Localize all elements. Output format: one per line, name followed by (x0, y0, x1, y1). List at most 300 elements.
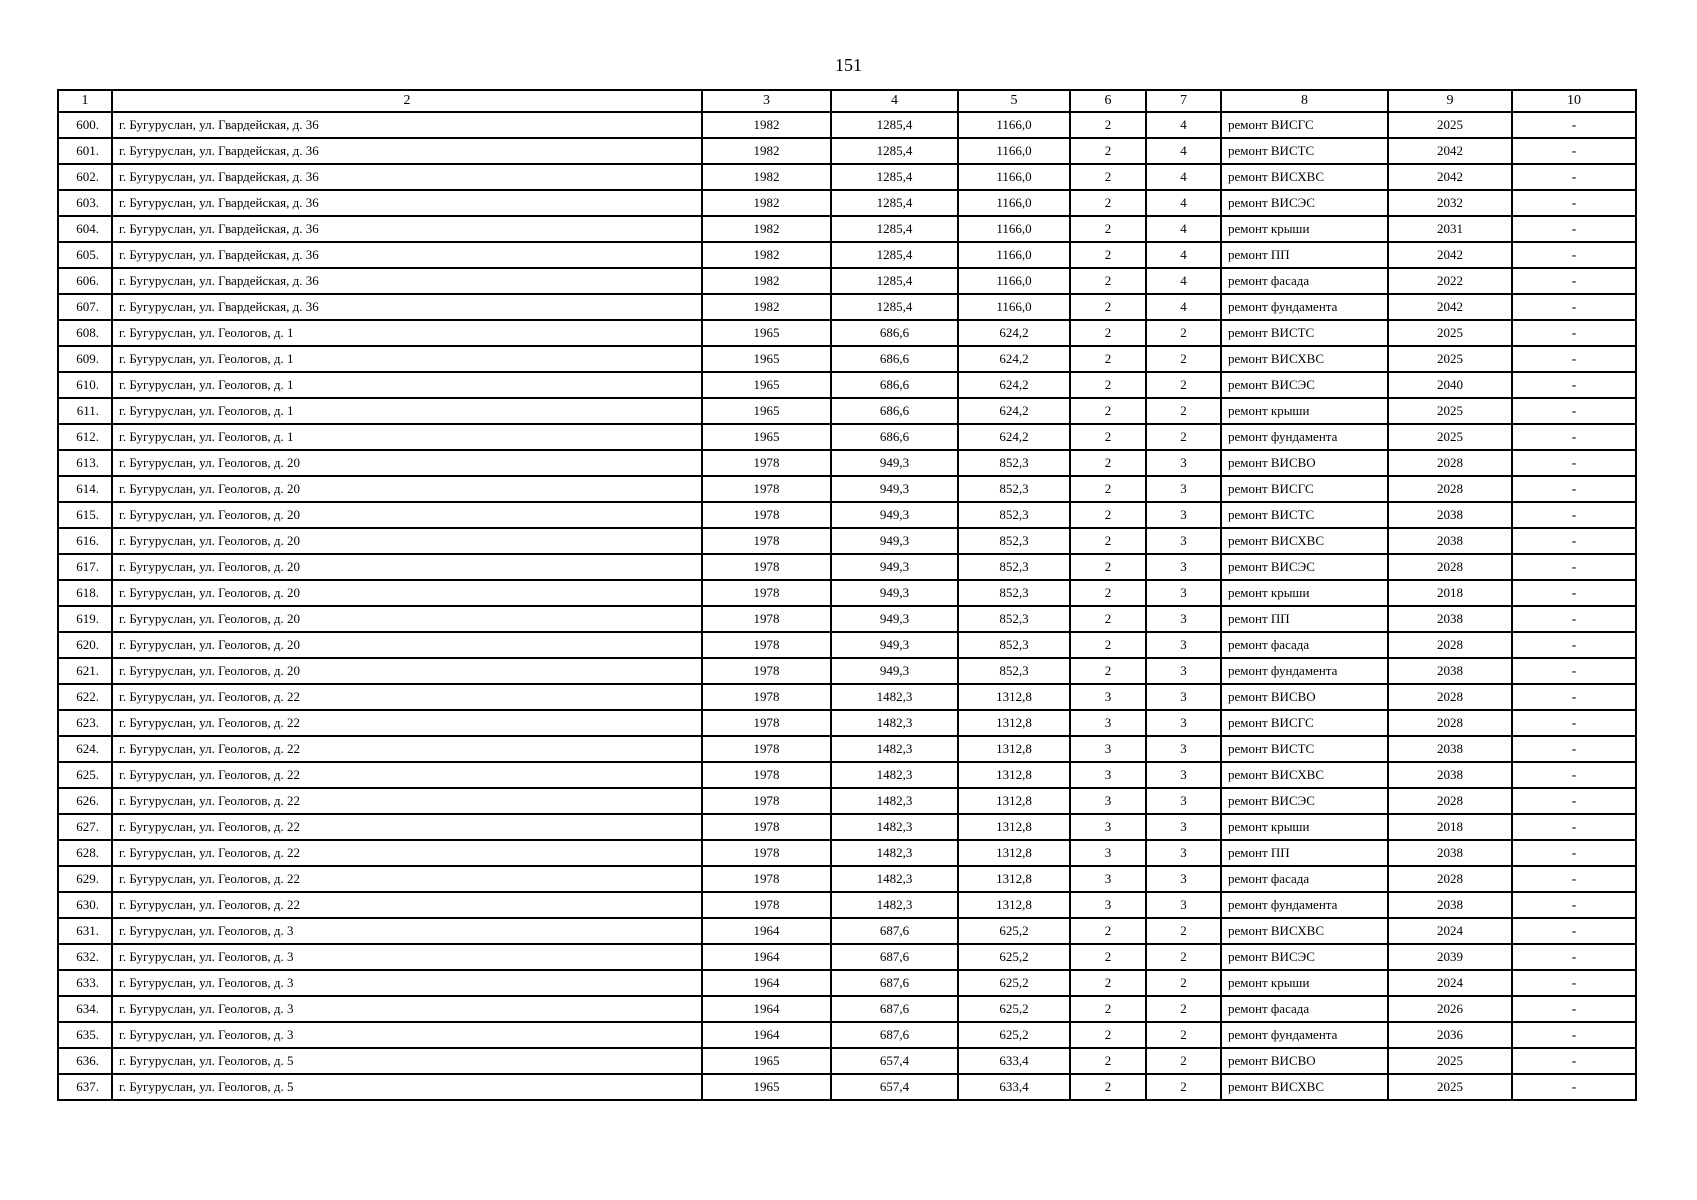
work-type-cell: ремонт ПП (1221, 606, 1388, 632)
entrances-cell: 2 (1070, 398, 1146, 424)
living-area-cell: 1312,8 (958, 788, 1070, 814)
note-cell: - (1512, 918, 1636, 944)
address-cell: г. Бугуруслан, ул. Гвардейская, д. 36 (112, 294, 702, 320)
table-row (58, 554, 1636, 580)
total-area-cell: 657,4 (831, 1074, 958, 1100)
work-type-cell: ремонт ПП (1221, 840, 1388, 866)
entrances-cell: 2 (1070, 580, 1146, 606)
entrances-cell: 2 (1070, 1048, 1146, 1074)
work-type-cell: ремонт ВИСХВС (1221, 1074, 1388, 1100)
row-number-cell: 632. (58, 944, 112, 970)
floors-cell: 3 (1146, 866, 1221, 892)
address-cell: г. Бугуруслан, ул. Гвардейская, д. 36 (112, 190, 702, 216)
table-row (58, 580, 1636, 606)
plan-year-cell: 2025 (1388, 398, 1512, 424)
build-year-cell: 1978 (702, 736, 831, 762)
build-year-cell: 1982 (702, 242, 831, 268)
address-cell: г. Бугуруслан, ул. Геологов, д. 20 (112, 606, 702, 632)
row-number-cell: 614. (58, 476, 112, 502)
living-area-cell: 1312,8 (958, 736, 1070, 762)
total-area-cell: 949,3 (831, 580, 958, 606)
build-year-cell: 1965 (702, 346, 831, 372)
row-number-cell: 608. (58, 320, 112, 346)
address-cell: г. Бугуруслан, ул. Геологов, д. 3 (112, 944, 702, 970)
plan-year-cell: 2038 (1388, 502, 1512, 528)
floors-cell: 3 (1146, 502, 1221, 528)
work-type-cell: ремонт ВИСЭС (1221, 190, 1388, 216)
living-area-cell: 624,2 (958, 346, 1070, 372)
total-area-cell: 1482,3 (831, 736, 958, 762)
total-area-cell: 687,6 (831, 918, 958, 944)
entrances-cell: 2 (1070, 268, 1146, 294)
address-cell: г. Бугуруслан, ул. Геологов, д. 22 (112, 866, 702, 892)
address-cell: г. Бугуруслан, ул. Геологов, д. 3 (112, 1022, 702, 1048)
floors-cell: 3 (1146, 762, 1221, 788)
floors-cell: 3 (1146, 892, 1221, 918)
note-cell: - (1512, 892, 1636, 918)
work-type-cell: ремонт ВИСТС (1221, 320, 1388, 346)
row-number-cell: 631. (58, 918, 112, 944)
row-number-cell: 613. (58, 450, 112, 476)
plan-year-cell: 2028 (1388, 632, 1512, 658)
table-row (58, 762, 1636, 788)
row-number-cell: 600. (58, 112, 112, 138)
plan-year-cell: 2025 (1388, 346, 1512, 372)
floors-cell: 2 (1146, 970, 1221, 996)
living-area-cell: 1166,0 (958, 164, 1070, 190)
build-year-cell: 1978 (702, 710, 831, 736)
note-cell: - (1512, 996, 1636, 1022)
address-cell: г. Бугуруслан, ул. Геологов, д. 22 (112, 736, 702, 762)
table-row (58, 788, 1636, 814)
row-number-cell: 607. (58, 294, 112, 320)
address-cell: г. Бугуруслан, ул. Геологов, д. 5 (112, 1048, 702, 1074)
build-year-cell: 1978 (702, 684, 831, 710)
living-area-cell: 852,3 (958, 554, 1070, 580)
living-area-cell: 852,3 (958, 580, 1070, 606)
living-area-cell: 1166,0 (958, 294, 1070, 320)
note-cell: - (1512, 242, 1636, 268)
plan-year-cell: 2025 (1388, 1074, 1512, 1100)
address-cell: г. Бугуруслан, ул. Геологов, д. 1 (112, 424, 702, 450)
table-row (58, 424, 1636, 450)
row-number-cell: 630. (58, 892, 112, 918)
note-cell: - (1512, 970, 1636, 996)
living-area-cell: 852,3 (958, 476, 1070, 502)
total-area-cell: 687,6 (831, 1022, 958, 1048)
table-row (58, 164, 1636, 190)
entrances-cell: 2 (1070, 528, 1146, 554)
living-area-cell: 624,2 (958, 320, 1070, 346)
build-year-cell: 1982 (702, 112, 831, 138)
floors-cell: 4 (1146, 190, 1221, 216)
work-type-cell: ремонт ВИСГС (1221, 710, 1388, 736)
address-cell: г. Бугуруслан, ул. Геологов, д. 20 (112, 528, 702, 554)
work-type-cell: ремонт крыши (1221, 398, 1388, 424)
table-row (58, 606, 1636, 632)
table-row (58, 970, 1636, 996)
total-area-cell: 686,6 (831, 398, 958, 424)
floors-cell: 2 (1146, 398, 1221, 424)
row-number-cell: 605. (58, 242, 112, 268)
table-row (58, 710, 1636, 736)
table-row (58, 736, 1636, 762)
build-year-cell: 1964 (702, 944, 831, 970)
note-cell: - (1512, 528, 1636, 554)
build-year-cell: 1978 (702, 866, 831, 892)
plan-year-cell: 2018 (1388, 580, 1512, 606)
living-area-cell: 1312,8 (958, 762, 1070, 788)
row-number-cell: 619. (58, 606, 112, 632)
work-type-cell: ремонт крыши (1221, 814, 1388, 840)
total-area-cell: 949,3 (831, 606, 958, 632)
row-number-cell: 635. (58, 1022, 112, 1048)
build-year-cell: 1965 (702, 398, 831, 424)
address-cell: г. Бугуруслан, ул. Геологов, д. 20 (112, 502, 702, 528)
build-year-cell: 1978 (702, 632, 831, 658)
table-row (58, 1048, 1636, 1074)
plan-year-cell: 2025 (1388, 112, 1512, 138)
column-header: 6 (1070, 90, 1146, 112)
work-type-cell: ремонт ВИСХВС (1221, 762, 1388, 788)
build-year-cell: 1964 (702, 996, 831, 1022)
floors-cell: 3 (1146, 658, 1221, 684)
work-type-cell: ремонт ПП (1221, 242, 1388, 268)
table-row (58, 944, 1636, 970)
table-row (58, 476, 1636, 502)
note-cell: - (1512, 736, 1636, 762)
table-row (58, 840, 1636, 866)
floors-cell: 4 (1146, 294, 1221, 320)
row-number-cell: 622. (58, 684, 112, 710)
build-year-cell: 1965 (702, 1048, 831, 1074)
entrances-cell: 2 (1070, 606, 1146, 632)
table-row (58, 346, 1636, 372)
row-number-cell: 634. (58, 996, 112, 1022)
living-area-cell: 1166,0 (958, 190, 1070, 216)
entrances-cell: 2 (1070, 138, 1146, 164)
total-area-cell: 1482,3 (831, 840, 958, 866)
table-row (58, 918, 1636, 944)
entrances-cell: 2 (1070, 346, 1146, 372)
work-type-cell: ремонт ВИСХВС (1221, 918, 1388, 944)
living-area-cell: 1312,8 (958, 710, 1070, 736)
table-row (58, 814, 1636, 840)
table-row (58, 892, 1636, 918)
table-row (58, 190, 1636, 216)
floors-cell: 3 (1146, 632, 1221, 658)
row-number-cell: 624. (58, 736, 112, 762)
plan-year-cell: 2022 (1388, 268, 1512, 294)
note-cell: - (1512, 372, 1636, 398)
work-type-cell: ремонт ВИСВО (1221, 684, 1388, 710)
work-type-cell: ремонт ВИСХВС (1221, 528, 1388, 554)
entrances-cell: 2 (1070, 164, 1146, 190)
column-header: 2 (112, 90, 702, 112)
floors-cell: 2 (1146, 1022, 1221, 1048)
plan-year-cell: 2024 (1388, 918, 1512, 944)
build-year-cell: 1964 (702, 918, 831, 944)
note-cell: - (1512, 606, 1636, 632)
build-year-cell: 1982 (702, 190, 831, 216)
entrances-cell: 3 (1070, 710, 1146, 736)
build-year-cell: 1978 (702, 788, 831, 814)
row-number-cell: 617. (58, 554, 112, 580)
work-type-cell: ремонт фундамента (1221, 294, 1388, 320)
row-number-cell: 612. (58, 424, 112, 450)
note-cell: - (1512, 580, 1636, 606)
build-year-cell: 1978 (702, 762, 831, 788)
build-year-cell: 1982 (702, 138, 831, 164)
row-number-cell: 609. (58, 346, 112, 372)
table-row (58, 112, 1636, 138)
build-year-cell: 1965 (702, 424, 831, 450)
table-row (58, 996, 1636, 1022)
floors-cell: 2 (1146, 424, 1221, 450)
note-cell: - (1512, 840, 1636, 866)
floors-cell: 4 (1146, 112, 1221, 138)
address-cell: г. Бугуруслан, ул. Гвардейская, д. 36 (112, 242, 702, 268)
work-type-cell: ремонт крыши (1221, 216, 1388, 242)
table-row (58, 450, 1636, 476)
row-number-cell: 618. (58, 580, 112, 606)
note-cell: - (1512, 658, 1636, 684)
plan-year-cell: 2024 (1388, 970, 1512, 996)
build-year-cell: 1978 (702, 892, 831, 918)
table-row (58, 138, 1636, 164)
row-number-cell: 633. (58, 970, 112, 996)
column-header: 1 (58, 90, 112, 112)
floors-cell: 3 (1146, 710, 1221, 736)
table-row (58, 658, 1636, 684)
row-number-cell: 623. (58, 710, 112, 736)
entrances-cell: 2 (1070, 476, 1146, 502)
entrances-cell: 3 (1070, 892, 1146, 918)
build-year-cell: 1965 (702, 372, 831, 398)
table-row (58, 216, 1636, 242)
note-cell: - (1512, 814, 1636, 840)
entrances-cell: 2 (1070, 190, 1146, 216)
floors-cell: 4 (1146, 242, 1221, 268)
note-cell: - (1512, 788, 1636, 814)
floors-cell: 2 (1146, 320, 1221, 346)
note-cell: - (1512, 476, 1636, 502)
work-type-cell: ремонт фундамента (1221, 892, 1388, 918)
floors-cell: 3 (1146, 476, 1221, 502)
column-header: 9 (1388, 90, 1512, 112)
note-cell: - (1512, 1048, 1636, 1074)
total-area-cell: 949,3 (831, 528, 958, 554)
total-area-cell: 1482,3 (831, 866, 958, 892)
note-cell: - (1512, 866, 1636, 892)
floors-cell: 2 (1146, 996, 1221, 1022)
row-number-cell: 606. (58, 268, 112, 294)
plan-year-cell: 2028 (1388, 450, 1512, 476)
address-cell: г. Бугуруслан, ул. Геологов, д. 5 (112, 1074, 702, 1100)
address-cell: г. Бугуруслан, ул. Геологов, д. 3 (112, 996, 702, 1022)
address-cell: г. Бугуруслан, ул. Геологов, д. 22 (112, 892, 702, 918)
work-type-cell: ремонт фундамента (1221, 424, 1388, 450)
column-header: 4 (831, 90, 958, 112)
build-year-cell: 1978 (702, 658, 831, 684)
address-cell: г. Бугуруслан, ул. Геологов, д. 1 (112, 398, 702, 424)
living-area-cell: 1312,8 (958, 866, 1070, 892)
plan-year-cell: 2038 (1388, 840, 1512, 866)
total-area-cell: 1482,3 (831, 684, 958, 710)
row-number-cell: 603. (58, 190, 112, 216)
plan-year-cell: 2025 (1388, 424, 1512, 450)
entrances-cell: 2 (1070, 450, 1146, 476)
address-cell: г. Бугуруслан, ул. Геологов, д. 22 (112, 814, 702, 840)
total-area-cell: 1482,3 (831, 892, 958, 918)
table-row (58, 242, 1636, 268)
living-area-cell: 1312,8 (958, 892, 1070, 918)
address-cell: г. Бугуруслан, ул. Геологов, д. 20 (112, 476, 702, 502)
table-row (58, 502, 1636, 528)
column-header: 3 (702, 90, 831, 112)
work-type-cell: ремонт крыши (1221, 970, 1388, 996)
living-area-cell: 624,2 (958, 372, 1070, 398)
floors-cell: 3 (1146, 528, 1221, 554)
plan-year-cell: 2038 (1388, 762, 1512, 788)
page-number: 151 (835, 55, 862, 75)
note-cell: - (1512, 450, 1636, 476)
work-type-cell: ремонт фундамента (1221, 658, 1388, 684)
floors-cell: 2 (1146, 346, 1221, 372)
note-cell: - (1512, 424, 1636, 450)
plan-year-cell: 2038 (1388, 892, 1512, 918)
address-cell: г. Бугуруслан, ул. Геологов, д. 22 (112, 788, 702, 814)
note-cell: - (1512, 1022, 1636, 1048)
address-cell: г. Бугуруслан, ул. Геологов, д. 22 (112, 840, 702, 866)
total-area-cell: 1285,4 (831, 242, 958, 268)
column-header: 8 (1221, 90, 1388, 112)
total-area-cell: 1482,3 (831, 788, 958, 814)
entrances-cell: 2 (1070, 918, 1146, 944)
note-cell: - (1512, 944, 1636, 970)
note-cell: - (1512, 112, 1636, 138)
living-area-cell: 1312,8 (958, 814, 1070, 840)
build-year-cell: 1982 (702, 268, 831, 294)
note-cell: - (1512, 632, 1636, 658)
living-area-cell: 633,4 (958, 1074, 1070, 1100)
living-area-cell: 1166,0 (958, 268, 1070, 294)
table-row (58, 1074, 1636, 1100)
living-area-cell: 625,2 (958, 1022, 1070, 1048)
entrances-cell: 2 (1070, 632, 1146, 658)
entrances-cell: 2 (1070, 112, 1146, 138)
work-type-cell: ремонт ВИСЭС (1221, 372, 1388, 398)
table-row (58, 632, 1636, 658)
repair-schedule-table (57, 89, 1637, 1101)
total-area-cell: 1285,4 (831, 216, 958, 242)
plan-year-cell: 2018 (1388, 814, 1512, 840)
work-type-cell: ремонт фасада (1221, 268, 1388, 294)
total-area-cell: 687,6 (831, 970, 958, 996)
total-area-cell: 1482,3 (831, 762, 958, 788)
work-type-cell: ремонт крыши (1221, 580, 1388, 606)
build-year-cell: 1978 (702, 840, 831, 866)
work-type-cell: ремонт ВИСЭС (1221, 554, 1388, 580)
total-area-cell: 1482,3 (831, 710, 958, 736)
table-row (58, 1022, 1636, 1048)
address-cell: г. Бугуруслан, ул. Гвардейская, д. 36 (112, 112, 702, 138)
living-area-cell: 1166,0 (958, 138, 1070, 164)
floors-cell: 3 (1146, 736, 1221, 762)
address-cell: г. Бугуруслан, ул. Геологов, д. 20 (112, 450, 702, 476)
table-row (58, 684, 1636, 710)
entrances-cell: 2 (1070, 372, 1146, 398)
total-area-cell: 1285,4 (831, 190, 958, 216)
floors-cell: 2 (1146, 944, 1221, 970)
total-area-cell: 949,3 (831, 502, 958, 528)
total-area-cell: 949,3 (831, 658, 958, 684)
living-area-cell: 624,2 (958, 424, 1070, 450)
table-row (58, 294, 1636, 320)
floors-cell: 2 (1146, 1074, 1221, 1100)
address-cell: г. Бугуруслан, ул. Геологов, д. 3 (112, 918, 702, 944)
living-area-cell: 852,3 (958, 528, 1070, 554)
build-year-cell: 1965 (702, 320, 831, 346)
row-number-cell: 615. (58, 502, 112, 528)
entrances-cell: 2 (1070, 242, 1146, 268)
floors-cell: 3 (1146, 684, 1221, 710)
work-type-cell: ремонт фасада (1221, 866, 1388, 892)
entrances-cell: 2 (1070, 1022, 1146, 1048)
address-cell: г. Бугуруслан, ул. Гвардейская, д. 36 (112, 216, 702, 242)
entrances-cell: 2 (1070, 996, 1146, 1022)
build-year-cell: 1982 (702, 164, 831, 190)
address-cell: г. Бугуруслан, ул. Геологов, д. 20 (112, 554, 702, 580)
total-area-cell: 949,3 (831, 554, 958, 580)
row-number-cell: 627. (58, 814, 112, 840)
plan-year-cell: 2028 (1388, 554, 1512, 580)
total-area-cell: 949,3 (831, 476, 958, 502)
note-cell: - (1512, 320, 1636, 346)
build-year-cell: 1982 (702, 216, 831, 242)
entrances-cell: 2 (1070, 970, 1146, 996)
floors-cell: 2 (1146, 918, 1221, 944)
address-cell: г. Бугуруслан, ул. Геологов, д. 3 (112, 970, 702, 996)
living-area-cell: 625,2 (958, 996, 1070, 1022)
living-area-cell: 852,3 (958, 502, 1070, 528)
address-cell: г. Бугуруслан, ул. Гвардейская, д. 36 (112, 268, 702, 294)
note-cell: - (1512, 710, 1636, 736)
plan-year-cell: 2032 (1388, 190, 1512, 216)
note-cell: - (1512, 502, 1636, 528)
row-number-cell: 611. (58, 398, 112, 424)
build-year-cell: 1978 (702, 814, 831, 840)
work-type-cell: ремонт ВИСГС (1221, 112, 1388, 138)
header-row (58, 90, 1636, 112)
note-cell: - (1512, 346, 1636, 372)
table-row (58, 372, 1636, 398)
row-number-cell: 604. (58, 216, 112, 242)
living-area-cell: 633,4 (958, 1048, 1070, 1074)
build-year-cell: 1982 (702, 294, 831, 320)
address-cell: г. Бугуруслан, ул. Геологов, д. 20 (112, 632, 702, 658)
build-year-cell: 1964 (702, 970, 831, 996)
plan-year-cell: 2025 (1388, 1048, 1512, 1074)
address-cell: г. Бугуруслан, ул. Геологов, д. 22 (112, 762, 702, 788)
entrances-cell: 2 (1070, 502, 1146, 528)
total-area-cell: 686,6 (831, 320, 958, 346)
build-year-cell: 1978 (702, 554, 831, 580)
work-type-cell: ремонт фасада (1221, 632, 1388, 658)
total-area-cell: 1482,3 (831, 814, 958, 840)
floors-cell: 4 (1146, 138, 1221, 164)
plan-year-cell: 2042 (1388, 164, 1512, 190)
